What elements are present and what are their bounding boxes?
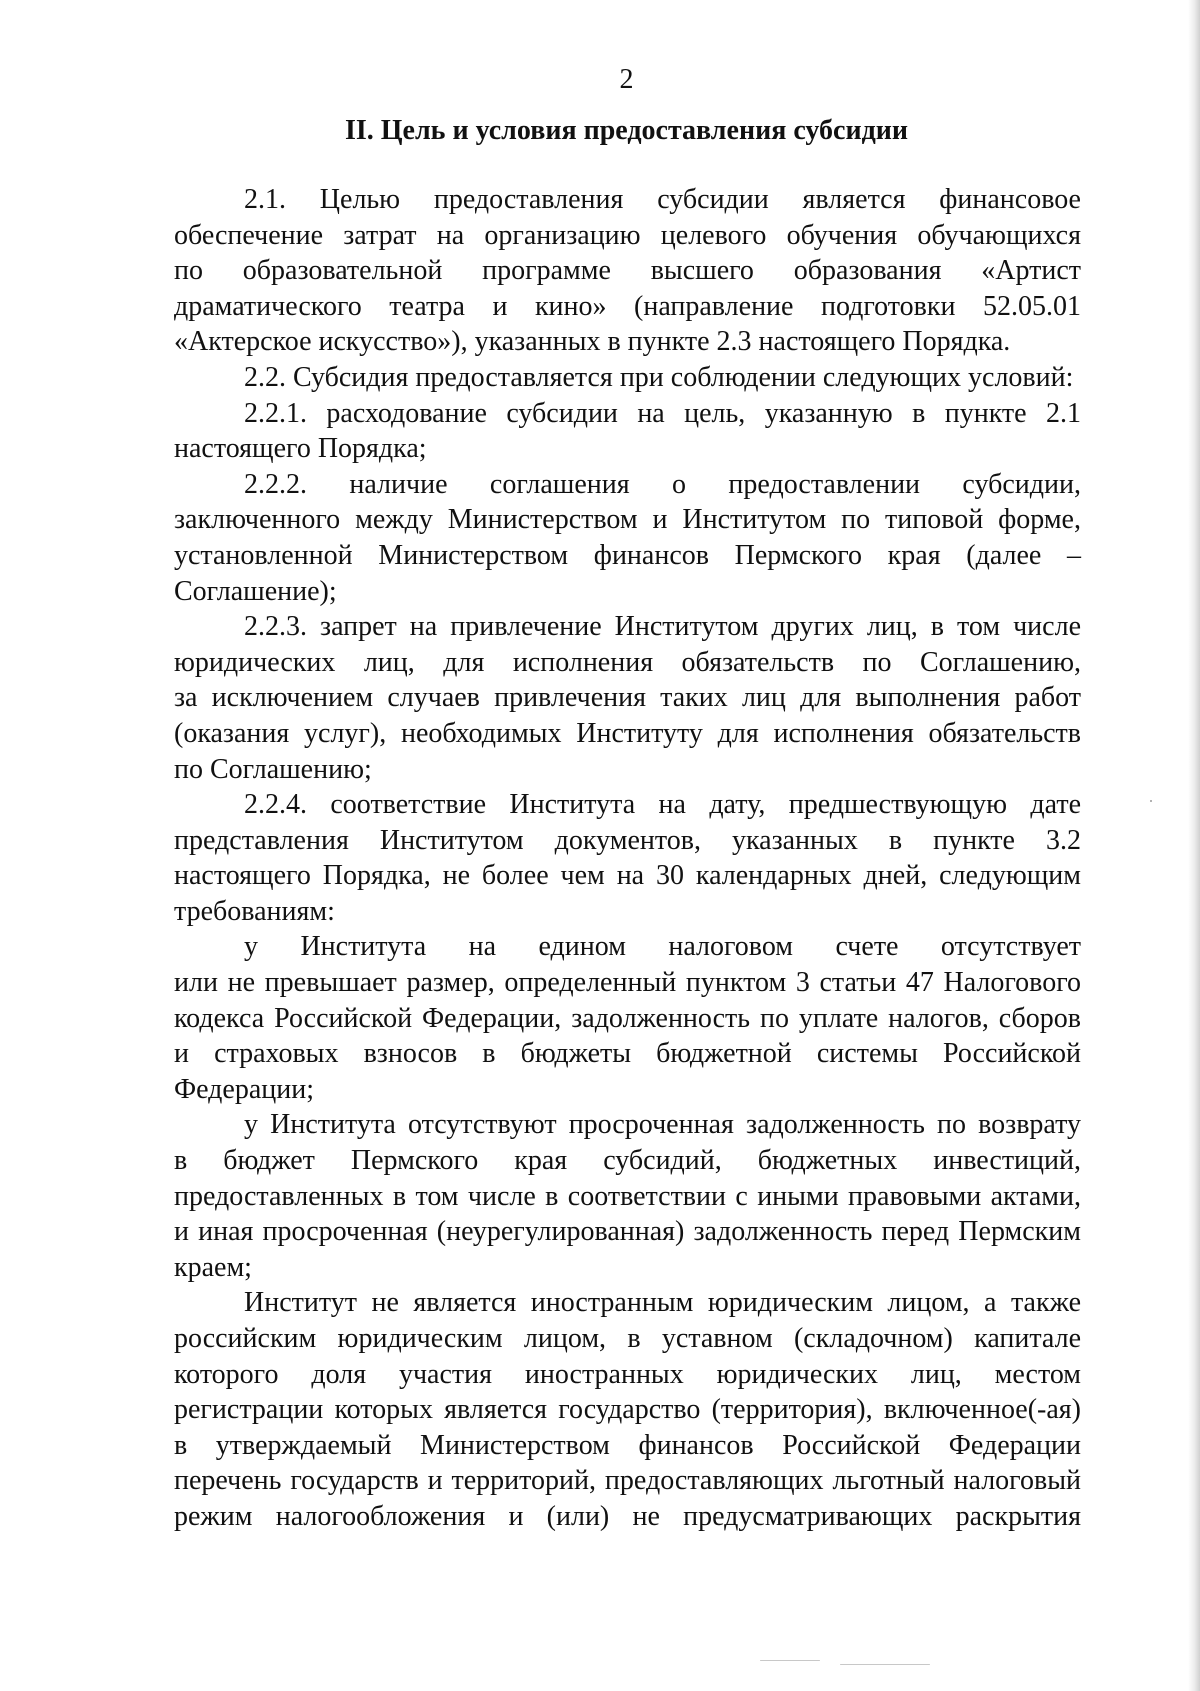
- paragraph-line: 2.2.1. расходование субсидии на цель, указанную в пункте 2.1: [244, 397, 1081, 429]
- paragraph-line: и иная просроченная (неурегулированная) задолженность перед Пермским: [174, 1216, 1081, 1248]
- page-edge-shadow: [1188, 0, 1200, 1691]
- paragraph-line: обеспечение затрат на организацию целевого обучения обучающихся: [174, 219, 1081, 251]
- paragraph-line: установленной Министерством финансов Пермского края (далее –: [174, 539, 1081, 571]
- paragraph-line: за исключением случаев привлечения таких лиц для выполнения работ: [174, 682, 1081, 714]
- paragraph-line: у Института отсутствуют просроченная задолженность по возврату: [244, 1109, 1081, 1141]
- paragraph-line: «Актерское искусство»), указанных в пункте 2.3 настоящего Порядка.: [174, 326, 1011, 358]
- paragraph-line: требованиям:: [174, 895, 335, 927]
- paragraph-line: 2.1. Целью предоставления субсидии является финансовое: [244, 184, 1081, 215]
- paragraph-line: настоящего Порядка;: [174, 433, 427, 465]
- paragraph-line: в бюджет Пермского края субсидий, бюджетных инвестиций,: [174, 1145, 1081, 1177]
- paragraph-line: или не превышает размер, определенный пунктом 3 статьи 47 Налогового: [174, 967, 1081, 999]
- paragraph-line: и страховых взносов в бюджеты бюджетной системы Российской: [174, 1038, 1081, 1070]
- paragraph-line: краем;: [174, 1251, 252, 1283]
- paragraph-line: заключенного между Министерством и Институтом по типовой форме,: [174, 504, 1081, 536]
- paragraph-line: 2.2.3. запрет на привлечение Институтом других лиц, в том числе: [244, 611, 1081, 643]
- paragraph-line: настоящего Порядка, не более чем на 30 календарных дней, следующим: [174, 860, 1081, 892]
- paragraph-line: по Соглашению;: [174, 753, 372, 785]
- paragraph-line: 2.2.4. соответствие Института на дату, предшествующую дате: [244, 789, 1081, 821]
- scan-speck: [1150, 800, 1152, 802]
- paragraph-line: режим налогообложения и (или) не предусматривающих раскрытия: [174, 1500, 1081, 1532]
- paragraph-line: перечень государств и территорий, предоставляющих льготный налоговый: [174, 1465, 1081, 1497]
- paragraph-line: (оказания услуг), необходимых Институту для исполнения обязательств: [174, 717, 1081, 749]
- paragraph-line: регистрации которых является государство (территория), включенное(-ая): [174, 1394, 1081, 1426]
- scan-speck: [760, 1660, 820, 1661]
- paragraph-line: 2.2.2. наличие соглашения о предоставлении субсидии,: [244, 468, 1081, 500]
- paragraph-line: кодекса Российской Федерации, задолженность по уплате налогов, сборов: [174, 1002, 1081, 1034]
- paragraph-line: Федерации;: [174, 1073, 315, 1105]
- section-title: II. Цель и условия предоставления субсидии: [344, 115, 909, 146]
- paragraph-line: в утверждаемый Министерством финансов Российской Федерации: [174, 1429, 1081, 1461]
- document-body: [174, 182, 1081, 1535]
- paragraph-line: представления Институтом документов, указанных в пункте 3.2: [174, 824, 1081, 856]
- paragraph-line: Соглашение);: [174, 575, 337, 607]
- paragraph-line: предоставленных в том числе в соответствии с иными правовыми актами,: [174, 1180, 1081, 1212]
- paragraph-line: Институт не является иностранным юридическим лицом, а также: [244, 1287, 1081, 1319]
- paragraph-line: юридических лиц, для исполнения обязательств по Соглашению,: [174, 646, 1081, 678]
- page-number: 2: [619, 64, 634, 95]
- paragraph-line: 2.2. Субсидия предоставляется при соблюдении следующих условий:: [244, 361, 1074, 393]
- paragraph-line: которого доля участия иностранных юридических лиц, местом: [174, 1358, 1081, 1390]
- paragraph-line: драматического театра и кино» (направление подготовки 52.05.01: [174, 290, 1081, 322]
- paragraph-line: по образовательной программе высшего образования «Артист: [174, 255, 1081, 287]
- scan-speck: [840, 1664, 930, 1665]
- paragraph-line: у Института на едином налоговом счете отсутствует: [244, 931, 1081, 963]
- paragraph-line: российским юридическим лицом, в уставном (складочном) капитале: [174, 1323, 1081, 1354]
